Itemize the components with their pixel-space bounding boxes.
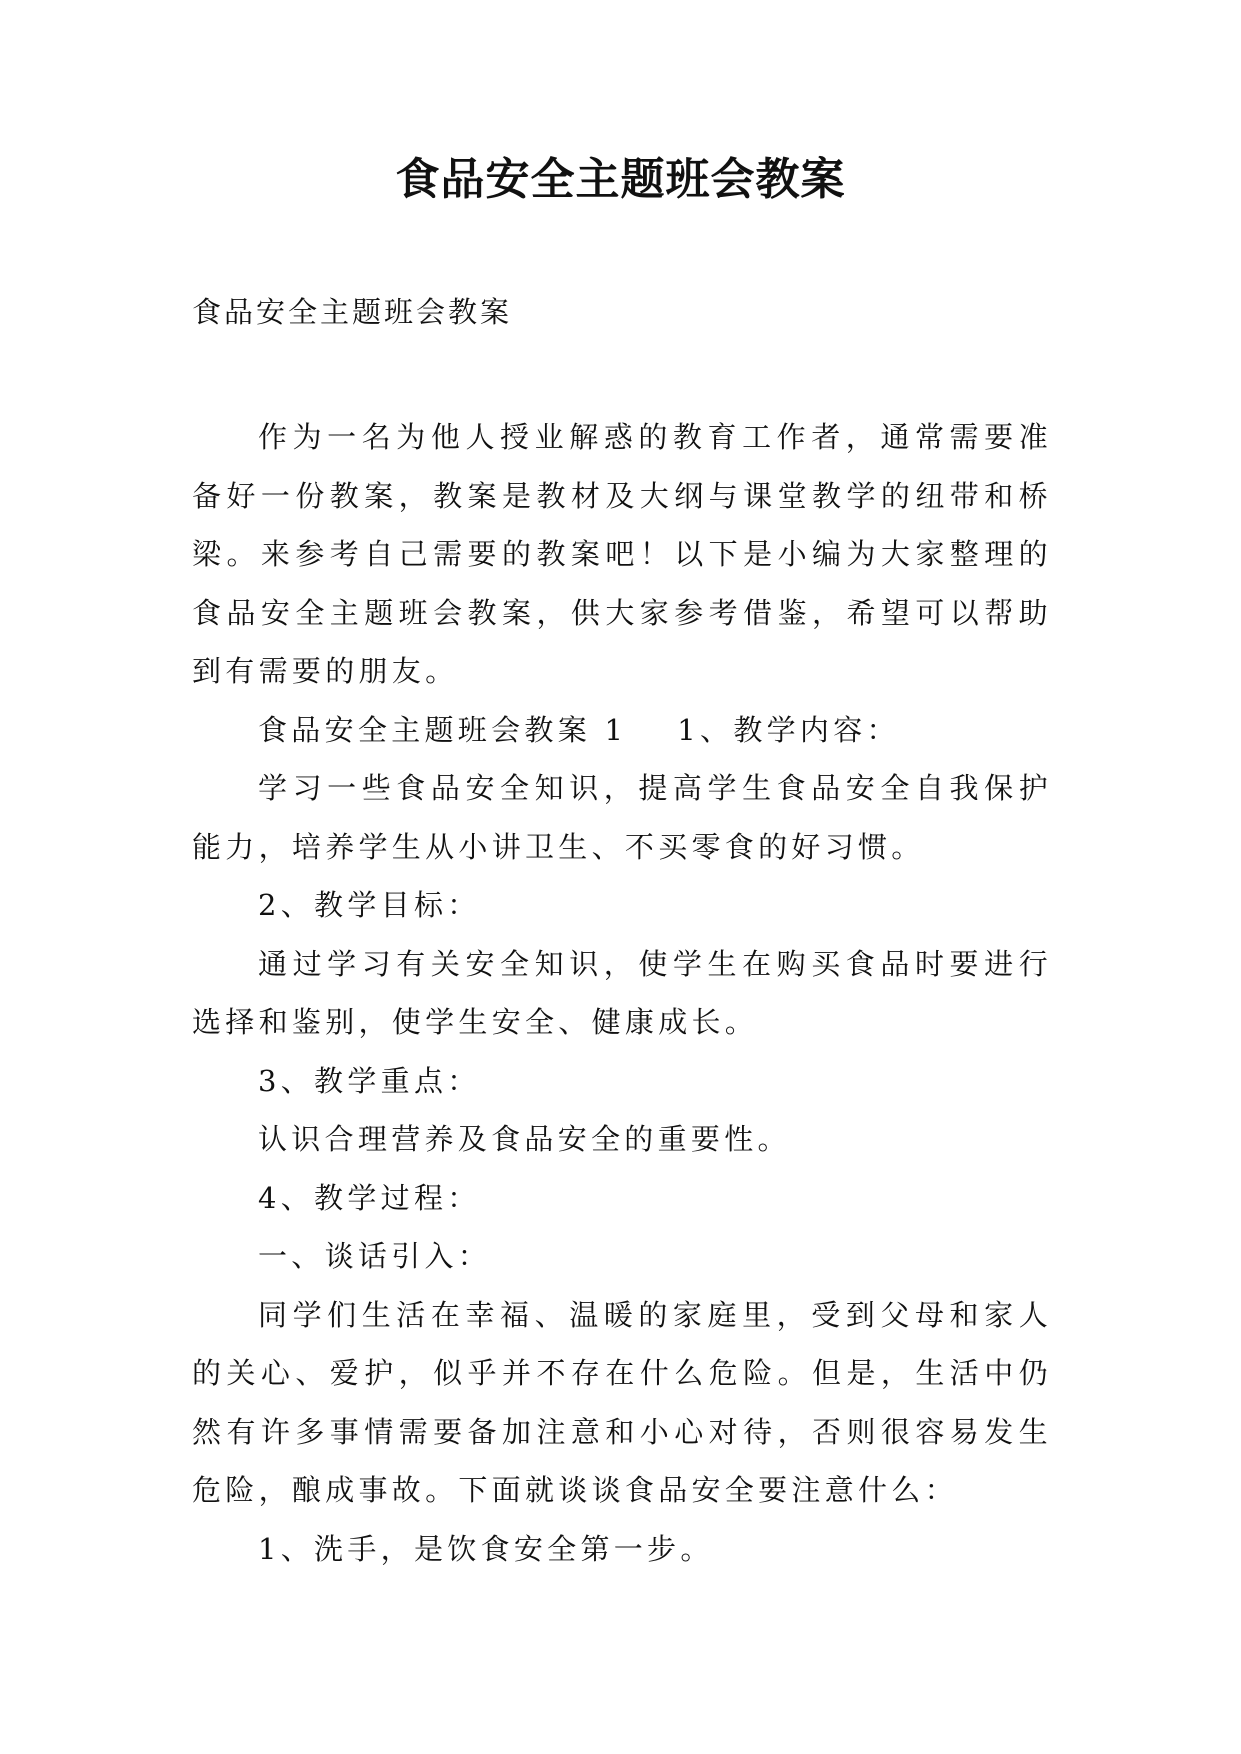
teaching-focus-paragraph: 认识合理营养及食品安全的重要性。 <box>258 1122 791 1156</box>
teaching-focus-heading: 3、教学重点： <box>258 1063 481 1098</box>
document-body <box>192 408 1052 1578</box>
section-heading <box>192 701 1052 760</box>
teaching-goal-paragraph: 通过学习有关安全知识，使学生在购买食品时要进行选择和鉴别，使学生安全、健康成长。 <box>192 946 1052 1039</box>
intro-talk-paragraph: 同学们生活在幸福、温暖的家庭里，受到父母和家人的关心、爱护，似乎并不存在什么危险。但是，生活中仍然有许多事情需要备加注意和小心对待，否则很容易发生危险，酿成事故。下面就谈谈食品安全要注意什么： <box>192 1297 1052 1507</box>
handwashing-item: 1、洗手，是饮食安全第一步。 <box>258 1531 714 1566</box>
section-heading-item: 1、教学内容： <box>677 712 900 747</box>
teaching-goal-heading: 2、教学目标： <box>258 888 481 922</box>
section-heading-title: 食品安全主题班会教案 1 <box>258 712 628 747</box>
document-title: 食品安全主题班会教案 <box>395 154 846 205</box>
intro-paragraph: 作为一名为他人授业解惑的教育工作者，通常需要准备好一份教案，教案是教材及大纲与课堂教学的纽带和桥梁。来参考自己需要的教案吧！以下是小编为大家整理的食品安全主题班会教案，供大家参考借鉴，希望可以帮助到有需要的朋友。 <box>192 420 1052 688</box>
teaching-content-paragraph: 学习一些食品安全知识，提高学生食品安全自我保护能力，培养学生从小讲卫生、不买零食的好习惯。 <box>192 771 1052 864</box>
teaching-process-heading: 4、教学过程： <box>258 1180 481 1215</box>
intro-talk-heading: 一、谈话引入： <box>258 1239 492 1273</box>
document-subtitle: 食品安全主题班会教案 <box>192 295 513 329</box>
